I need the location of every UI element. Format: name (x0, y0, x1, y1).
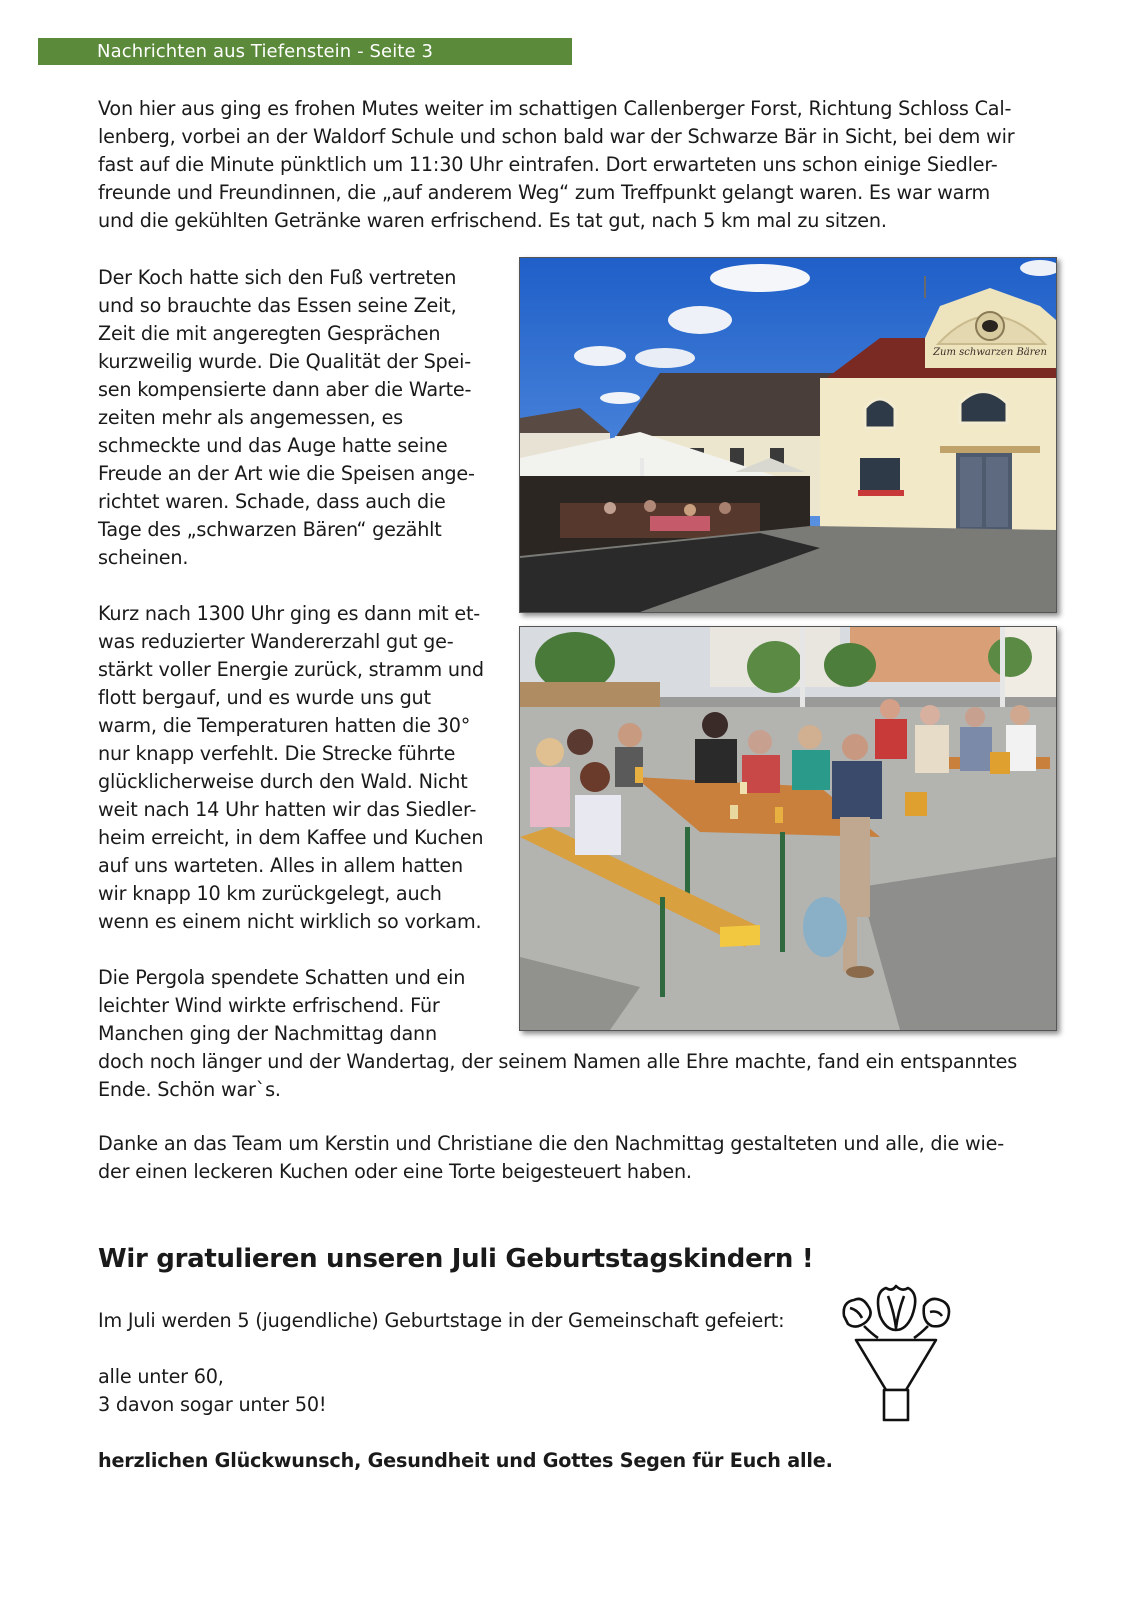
intro-line: und die gekühlten Getränke waren erfrischend. Es tat gut, nach 5 km mal zu sitzen. (98, 209, 887, 232)
cook-line: Der Koch hatte sich den Fuß vertreten (98, 266, 457, 289)
return-trip-paragraph (98, 600, 484, 936)
return-line: flott bergauf, und es wurde uns gut (98, 686, 431, 709)
thanks-paragraph (98, 1130, 1004, 1186)
cook-line: scheinen. (98, 546, 189, 569)
cook-line: kurzweilig wurde. Die Qualität der Spei- (98, 350, 471, 373)
cook-line: Zeit die mit angeregten Gesprächen (98, 322, 441, 345)
cook-line: zeiten mehr als angemessen, es (98, 406, 403, 429)
birthday-line: 3 davon sogar unter 50! (98, 1393, 327, 1416)
intro-line: freunde und Freundinnen, die „auf anderem Weg“ zum Treffpunkt gelangt waren. Es war warm (98, 181, 991, 204)
return-line: auf uns warteten. Alles in allem hatten (98, 854, 463, 877)
birthday-spacer (98, 1419, 833, 1447)
thanks-line: der einen leckeren Kuchen oder eine Torte beigesteuert haben. (98, 1160, 692, 1183)
birthday-spacer (98, 1335, 833, 1363)
birthday-line: Im Juli werden 5 (jugendliche) Geburtstage in der Gemeinschaft gefeiert: (98, 1309, 785, 1332)
return-line: wir knapp 10 km zurückgelegt, auch (98, 882, 442, 905)
photo-inn-building (519, 257, 1057, 613)
return-line: weit nach 14 Uhr hatten wir das Siedler- (98, 798, 477, 821)
pergola-line: leichter Wind wirkte erfrischend. Für (98, 994, 440, 1017)
cook-line: sen kompensierte dann aber die Warte- (98, 378, 472, 401)
pergola-line: Manchen ging der Nachmittag dann (98, 1022, 437, 1045)
pergola-line: Ende. Schön war`s. (98, 1078, 281, 1101)
intro-line: fast auf die Minute pünktlich um 11:30 Uhr eintrafen. Dort erwarteten uns schon einige Siedler- (98, 153, 998, 176)
thanks-line: Danke an das Team um Kerstin und Christiane die den Nachmittag gestalteten und alle, die wie- (98, 1132, 1005, 1155)
page-header-bar (38, 38, 572, 65)
intro-paragraph (98, 95, 1014, 235)
birthday-line: alle unter 60, (98, 1365, 224, 1388)
return-line: wenn es einem nicht wirklich so vorkam. (98, 910, 482, 933)
return-line: was reduzierter Wandererzahl gut ge- (98, 630, 454, 653)
cook-line: schmeckte und das Auge hatte seine (98, 434, 448, 457)
inn-sign-text: Zum schwarzen Bären (933, 347, 1047, 358)
cook-line: Freude an der Art wie die Speisen ange- (98, 462, 475, 485)
cook-line: und so brauchte das Essen seine Zeit, (98, 294, 457, 317)
flower-bouquet-icon (834, 1282, 958, 1426)
pergola-line: doch noch länger und der Wandertag, der seinem Namen alle Ehre machte, fand ein entspanntes (98, 1050, 1018, 1073)
intro-line: Von hier aus ging es frohen Mutes weiter im schattigen Callenberger Forst, Richtung Schloss Cal- (98, 97, 1012, 120)
pergola-line: Die Pergola spendete Schatten und ein (98, 966, 466, 989)
cook-line: richtet waren. Schade, dass auch die (98, 490, 446, 513)
page-header-title: Nachrichten aus Tiefenstein - Seite 3 (97, 41, 434, 62)
return-line: stärkt voller Energie zurück, stramm und (98, 658, 484, 681)
return-line: Kurz nach 1300 Uhr ging es dann mit et- (98, 602, 481, 625)
birthday-closing: herzlichen Glückwunsch, Gesundheit und Gottes Segen für Euch alle. (98, 1449, 833, 1472)
photo-group-tables (519, 626, 1057, 1031)
return-line: glücklicherweise durch den Wald. Nicht (98, 770, 468, 793)
intro-line: lenberg, vorbei an der Waldorf Schule und schon bald war der Schwarze Bär in Sicht, bei dem wir (98, 125, 1015, 148)
birthday-heading: Wir gratulieren unseren Juli Geburtstagskindern ! (98, 1244, 814, 1274)
return-line: heim erreicht, in dem Kaffee und Kuchen (98, 826, 484, 849)
cook-line: Tage des „schwarzen Bären“ gezählt (98, 518, 442, 541)
cook-paragraph (98, 264, 475, 572)
return-line: warm, die Temperaturen hatten die 30° (98, 714, 471, 737)
return-line: nur knapp verfehlt. Die Strecke führte (98, 742, 456, 765)
birthday-text (98, 1307, 833, 1475)
